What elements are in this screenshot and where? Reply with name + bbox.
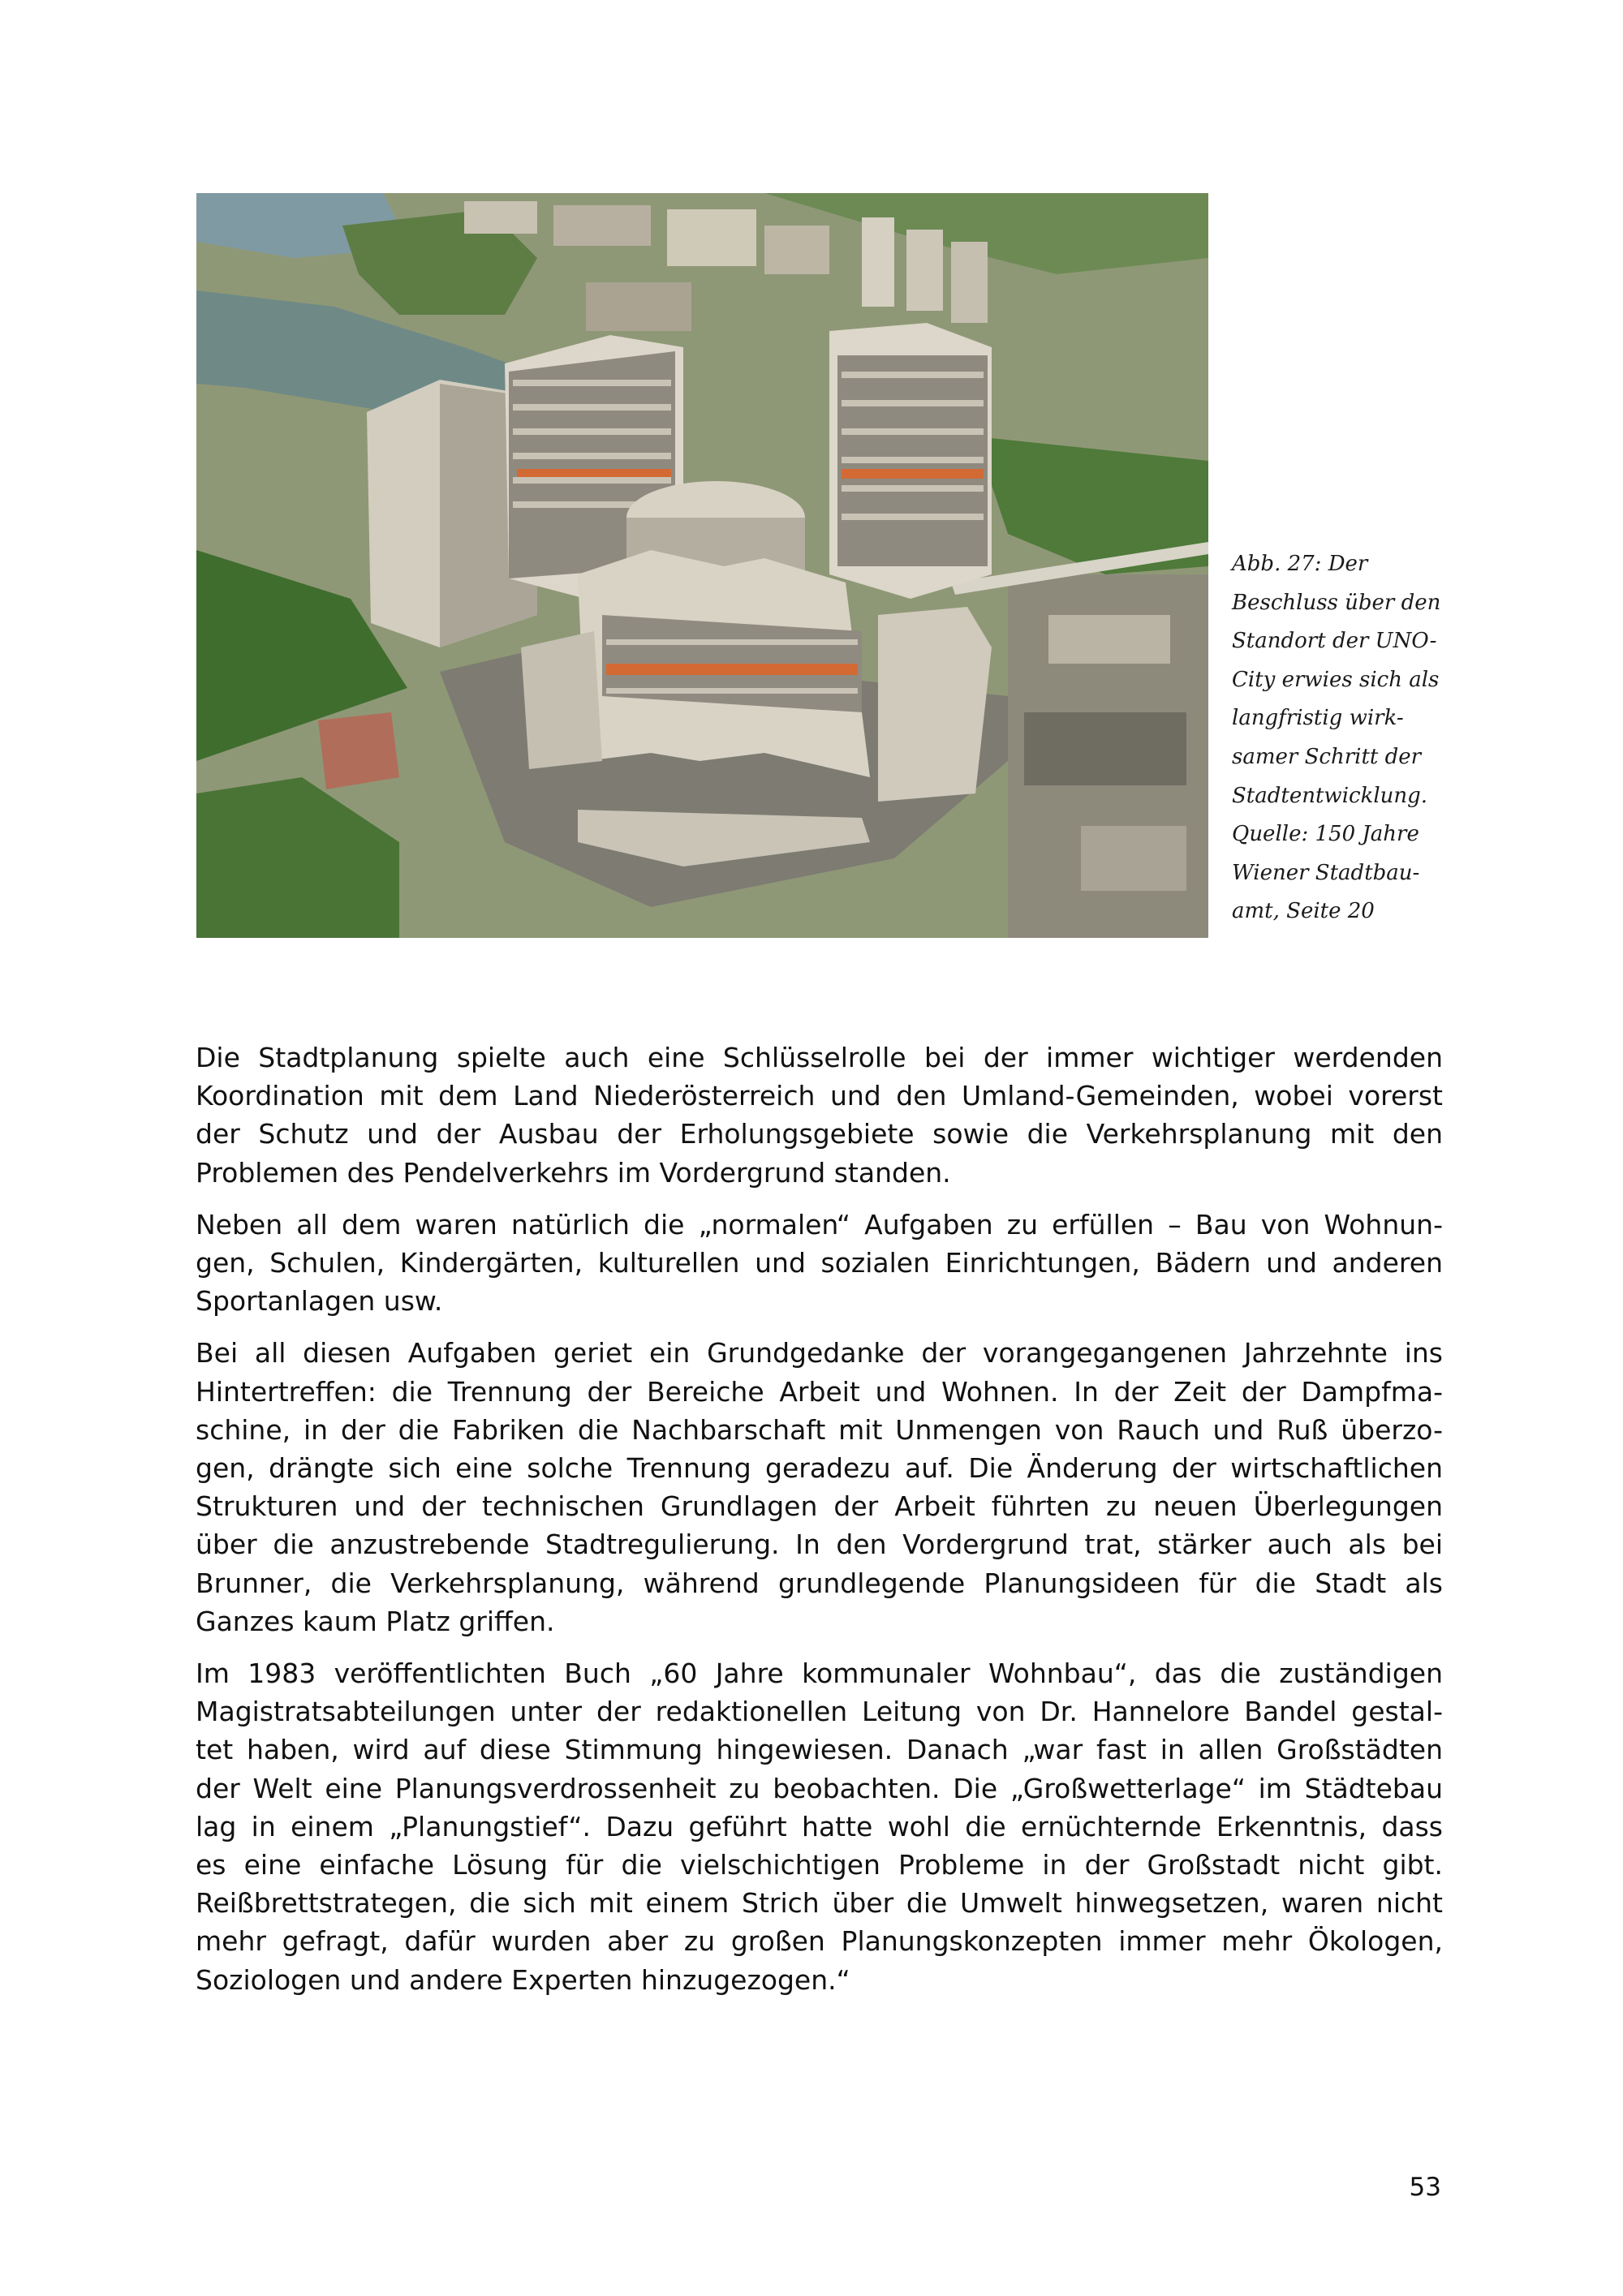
caption-line: Stadtentwicklung. — [1232, 783, 1428, 808]
text-line: Im 1983 veröffentlichten Buch „60 Jahre kommunaler Wohnbau“, das die zuständigen — [196, 1658, 1443, 1690]
caption-line: Beschluss über den — [1232, 590, 1441, 615]
figure-caption — [1232, 545, 1441, 931]
text-line: Soziologen und andere Experten hinzugezogen.“ — [196, 1963, 850, 1996]
paragraph-2 — [196, 1206, 1443, 1321]
text-line: gen, Schulen, Kindergärten, kulturellen und sozialen Einrichtungen, Bädern und anderen — [196, 1247, 1443, 1279]
text-line: der Schutz und der Ausbau der Erholungsgebiete sowie die Verkehrsplanung mit den — [196, 1118, 1443, 1150]
uno-city-aerial-photo — [196, 193, 1208, 938]
text-line: mehr gefragt, dafür wurden aber zu großen Planungskonzepten immer mehr Ökologen, — [196, 1925, 1443, 1958]
caption-line: langfristig wirk- — [1232, 706, 1404, 731]
text-line: gen, drängte sich eine solche Trennung geradezu auf. Die Änderung der wirtschaftlichen — [196, 1452, 1443, 1485]
text-line: über die anzustrebende Stadtregulierung. In den Vordergrund trat, stärker auch als bei — [196, 1529, 1443, 1561]
text-line: Strukturen und der technischen Grundlagen der Arbeit führten zu neuen Überlegungen — [196, 1490, 1443, 1523]
paragraph-3 — [196, 1334, 1443, 1640]
paragraph-4 — [196, 1654, 1443, 1999]
text-line: Magistratsabteilungen unter der redaktionellen Leitung von Dr. Hannelore Bandel gestal- — [196, 1696, 1443, 1728]
text-line: Sportanlagen usw. — [196, 1285, 443, 1318]
text-line: Problemen des Pendelverkehrs im Vordergrund standen. — [196, 1156, 951, 1189]
caption-line: amt, Seite 20 — [1232, 899, 1375, 924]
caption-line: City erwies sich als — [1232, 667, 1440, 692]
text-line: Reißbrettstrategen, die sich mit einem Strich über die Umwelt hinwegsetzen, waren nicht — [196, 1887, 1443, 1920]
caption-line: Quelle: 150 Jahre — [1232, 822, 1419, 847]
caption-line: Standort der UNO- — [1232, 629, 1437, 654]
body-text — [196, 1038, 1443, 2013]
caption-line: Abb. 27: Der — [1232, 552, 1368, 576]
page-number: 53 — [1409, 2173, 1441, 2202]
paragraph-1 — [196, 1038, 1443, 1192]
text-line: lag in einem „Planungstief“. Dazu geführt hatte wohl die ernüchternde Erkenntnis, dass — [196, 1810, 1443, 1842]
text-line: Koordination mit dem Land Niederösterreich und den Umland-Gemeinden, wobei vorerst — [196, 1080, 1443, 1112]
text-line: schine, in der die Fabriken die Nachbarschaft mit Unmengen von Rauch und Ruß überzo- — [196, 1413, 1443, 1446]
text-line: Ganzes kaum Platz griffen. — [196, 1605, 555, 1637]
text-line: Bei all diesen Aufgaben geriet ein Grundgedanke der vorangegangenen Jahrzehnte ins — [196, 1337, 1443, 1369]
aerial-photo-illustration — [196, 193, 1208, 938]
text-line: es eine einfache Lösung für die vielschichtigen Probleme in der Großstadt nicht gibt. — [196, 1849, 1443, 1881]
text-line: Neben all dem waren natürlich die „normalen“ Aufgaben zu erfüllen – Bau von Wohnun- — [196, 1208, 1443, 1240]
text-line: der Welt eine Planungsverdrossenheit zu beobachten. Die „Großwetterlage“ im Städtebau — [196, 1772, 1443, 1804]
text-line: Die Stadtplanung spielte auch eine Schlüsselrolle bei der immer wichtiger werdenden — [196, 1042, 1443, 1073]
text-line: tet haben, wird auf diese Stimmung hingewiesen. Danach „war fast in allen Großstädten — [196, 1734, 1443, 1766]
caption-line: samer Schritt der — [1232, 744, 1422, 769]
caption-line: Wiener Stadtbau- — [1232, 860, 1420, 885]
text-line: Hintertreffen: die Trennung der Bereiche Arbeit und Wohnen. In der Zeit der Dampfma- — [196, 1375, 1443, 1408]
text-line: Brunner, die Verkehrsplanung, während grundlegende Planungsideen für die Stadt als — [196, 1567, 1443, 1599]
